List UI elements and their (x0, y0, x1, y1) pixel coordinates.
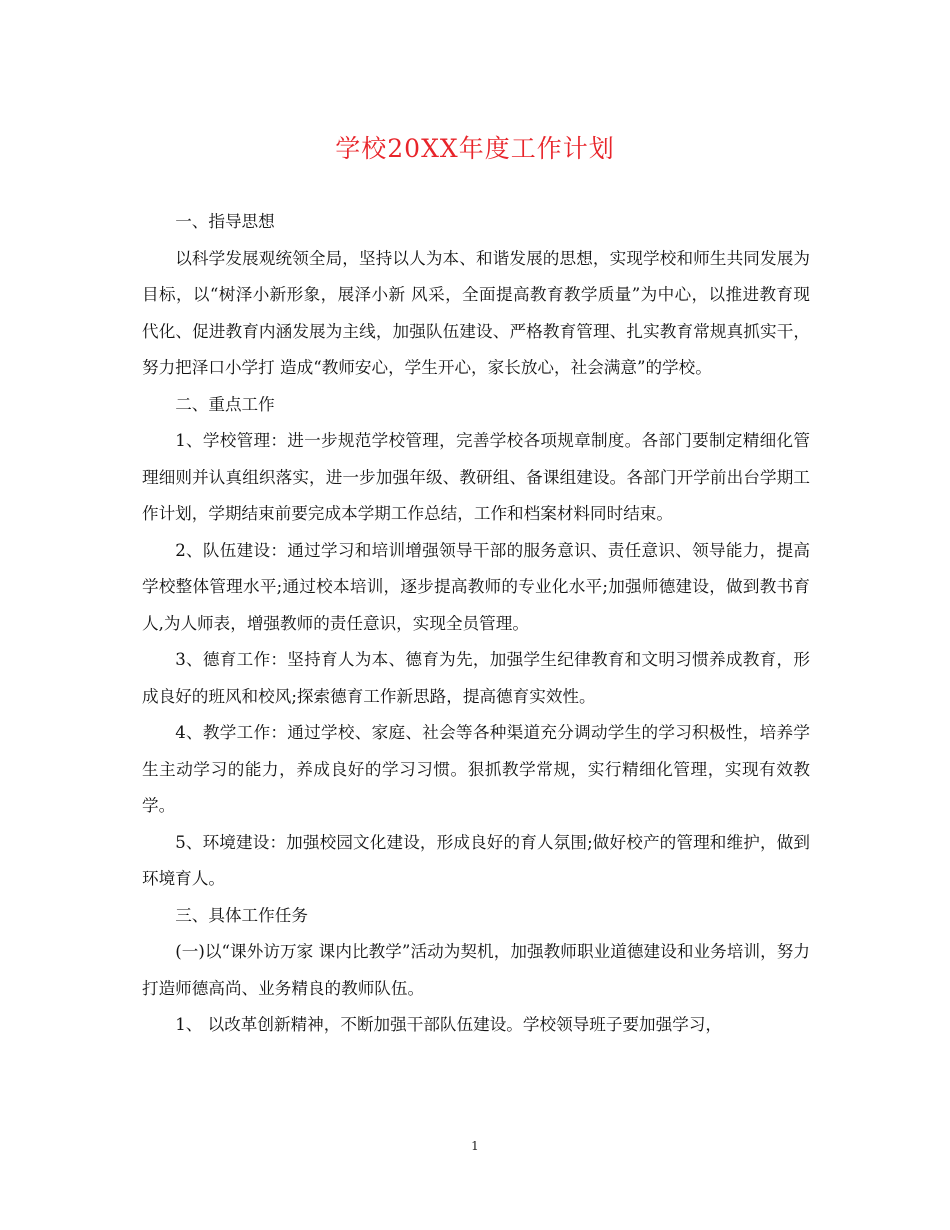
paragraph-task-one: (一)以“课外访万家 课内比教学”活动为契机，加强教师职业道德建设和业务培训，努力打造师德高尚、业务精良的教师队伍。 (142, 942, 810, 998)
section-heading-key-work: 二、重点工作 (175, 394, 275, 414)
paragraph-team-building: 2、队伍建设：通过学习和培训增强领导干部的服务意识、责任意识、领导能力，提高学校整体管理水平;通过校本培训，逐步提高教师的专业化水平;加强师德建设，做到教书育人,为人师表，增强教师的责任意识，实现全员管理。 (142, 540, 810, 633)
paragraph-teaching-work: 4、教学工作：通过学校、家庭、社会等各种渠道充分调动学生的学习积极性，培养学生主动学习的能力，养成良好的学习习惯。狠抓教学常规，实行精细化管理，实现有效教学。 (142, 723, 810, 815)
paragraph-environment-building: 5、环境建设：加强校园文化建设，形成良好的育人氛围;做好校产的管理和维护，做到环境育人。 (142, 832, 810, 888)
paragraph-school-management: 1、学校管理：进一步规范学校管理，完善学校各项规章制度。各部门要制定精细化管理细则并认真组织落实，进一步加强年级、教研组、备课组建设。各部门开学前出台学期工作计划，学期结束前要完成本学期工作总结，工作和档案材料同时结束。 (142, 431, 810, 523)
section-heading-specific-tasks: 三、具体工作任务 (175, 905, 308, 925)
paragraph-guiding-ideology: 以科学发展观统领全局，坚持以人为本、和谐发展的思想，实现学校和师生共同发展为目标，以“树泽小新形象，展泽小新 风采，全面提高教育教学质量”为中心，以推进教育现代化、促进教育内涵发展为主线，加强队伍建设、严格教育管理、扎实教育常规真抓实干，努力把泽口小学打 造成“教师安心，学生开心，家长放心，社会满意”的学校。 (142, 248, 810, 377)
paragraph-moral-education: 3、德育工作：坚持育人为本、德育为先，加强学生纪律教育和文明习惯养成教育，形成良好的班风和校风;探索德育工作新思路，提高德育实效性。 (142, 650, 810, 706)
document-title: 学校20XX年度工作计划 (335, 134, 615, 163)
page-number: 1 (471, 1139, 479, 1153)
section-heading-guiding-ideology: 一、指导思想 (175, 212, 275, 231)
paragraph-task-one-item-one: 1、 以改革创新精神，不断加强干部队伍建设。学校领导班子要加强学习， (175, 1015, 723, 1034)
document-body (142, 204, 810, 1044)
